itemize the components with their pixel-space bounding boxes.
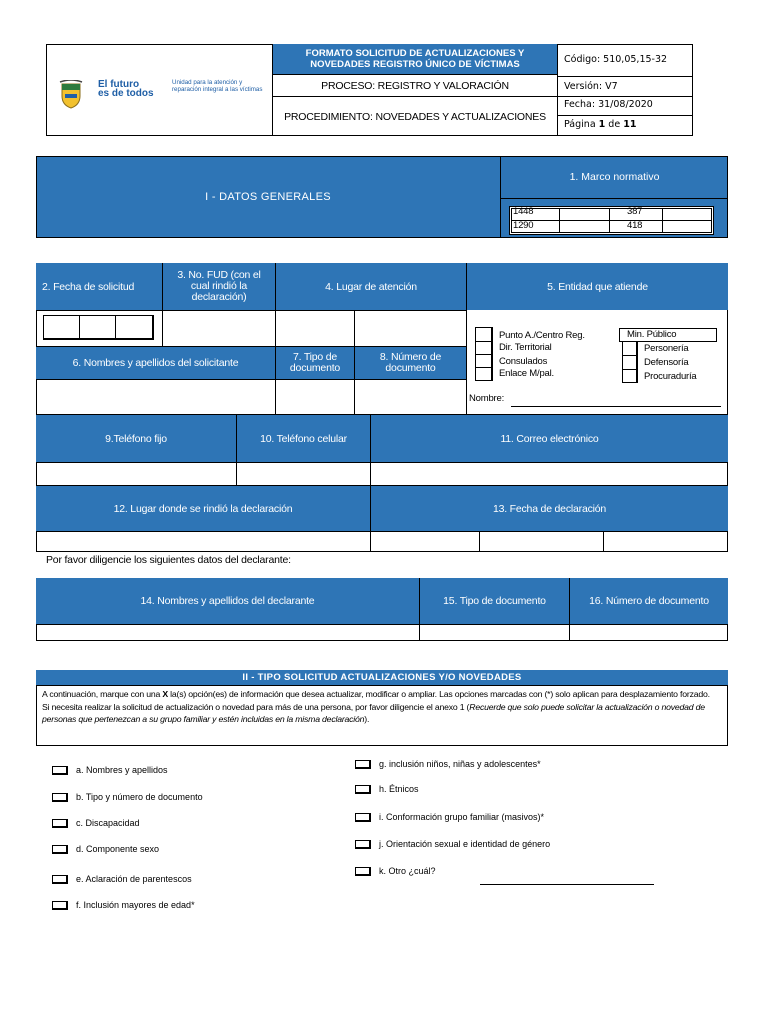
option-c[interactable]: c. Discapacidad xyxy=(52,818,140,828)
telefono-celular-input[interactable] xyxy=(236,463,370,485)
option-d[interactable]: d. Componente sexo xyxy=(52,844,159,854)
section2-instructions xyxy=(42,688,722,726)
telefono-celular-header: 10. Teléfono celular xyxy=(236,415,370,462)
marco-value: 418 xyxy=(627,220,643,231)
num-doc-declarante-header: 16. Número de documento xyxy=(569,578,728,624)
fecha-solicitud-boxes[interactable] xyxy=(43,315,154,340)
option-b[interactable]: b. Tipo y número de documento xyxy=(52,792,203,802)
no-fud-header: 3. No. FUD (con el cual rindió la declaración) xyxy=(162,263,275,310)
pagina-text: Página 1 de 11 xyxy=(564,119,637,130)
nombres-declarante-header: 14. Nombres y apellidos del declarante xyxy=(36,578,419,624)
fecha-declaracion-input-2[interactable] xyxy=(479,532,603,552)
option-g[interactable]: g. inclusión niños, niñas y adolescentes* xyxy=(355,759,541,769)
marco-normativo-grid xyxy=(500,198,728,238)
fecha-text: Fecha: 31/08/2020 xyxy=(564,99,653,110)
nombre-label: Nombre: xyxy=(469,393,505,404)
entidad-atiende-header: 5. Entidad que atiende xyxy=(466,263,728,310)
section2-title: II - TIPO SOLICITUD ACTUALIZACIONES Y/O NOVEDADES xyxy=(36,670,728,686)
tipo-documento-header: 7. Tipo de documento xyxy=(275,346,354,379)
format-title: FORMATO SOLICITUD DE ACTUALIZACIONES Y NOVEDADES REGISTRO ÚNICO DE VÍCTIMAS xyxy=(273,44,557,75)
lugar-atencion-header: 4. Lugar de atención xyxy=(275,263,466,310)
marco-value: 1290 xyxy=(513,220,534,231)
checkbox-icon[interactable] xyxy=(355,760,371,769)
logo-text: El futuro es de todos xyxy=(98,79,154,99)
colombia-coat-of-arms-icon xyxy=(58,80,84,110)
instruction-2: Si necesita realizar la solicitud de actualización o novedad para más de una persona, por favor diligencie el anexo 1 (Recuerde que solo puede solicitar la actualización o novedad de personas que pertenezcan a su grupo familiar y estén incluidas en la misma declaración). xyxy=(42,701,705,724)
nombre-underline[interactable] xyxy=(511,406,721,407)
min-publico-label: Min. Público xyxy=(627,329,677,340)
option-j[interactable]: j. Orientación sexual e identidad de género xyxy=(355,839,550,849)
nombres-solicitante-header: 6. Nombres y apellidos del solicitante xyxy=(36,346,275,379)
otro-cual-line[interactable] xyxy=(480,884,654,885)
logo-subtext: Unidad para la atención y reparación integral a las víctimas xyxy=(172,79,263,93)
datos-generales-title: I - DATOS GENERALES xyxy=(205,191,331,203)
marco-value: 387 xyxy=(627,206,643,217)
defensoria-option[interactable]: Defensoría xyxy=(644,357,689,368)
checkbox-icon[interactable] xyxy=(52,901,68,910)
option-i[interactable]: i. Conformación grupo familiar (masivos)* xyxy=(355,812,544,822)
procuraduria-option[interactable]: Procuraduría xyxy=(644,371,697,382)
fecha-declaracion-header: 13. Fecha de declaración xyxy=(370,486,728,531)
header-right-col xyxy=(557,44,693,136)
nombres-solicitante-input[interactable] xyxy=(36,380,275,414)
procedimiento-text: PROCEDIMIENTO: NOVEDADES Y ACTUALIZACIONES xyxy=(284,110,546,123)
checkbox-icon[interactable] xyxy=(52,766,68,775)
logo-area xyxy=(46,44,273,136)
correo-electronico-header: 11. Correo electrónico xyxy=(370,415,728,462)
checkbox-icon[interactable] xyxy=(355,785,371,794)
checkbox-icon[interactable] xyxy=(52,793,68,802)
telefono-fijo-input[interactable] xyxy=(36,463,236,485)
lugar-declaracion-header: 12. Lugar donde se rindió la declaración xyxy=(36,486,370,531)
punto-atencion-option[interactable]: Punto A./Centro Reg. xyxy=(499,330,585,341)
enlace-mpal-option[interactable]: Enlace M/pal. xyxy=(499,368,554,379)
fecha-declaracion-input-1[interactable] xyxy=(370,532,479,552)
codigo-text: Código: 510,05,15-32 xyxy=(564,54,668,65)
nombres-declarante-input[interactable] xyxy=(36,625,419,641)
dir-territorial-option[interactable]: Dir. Territorial xyxy=(499,342,552,353)
lugar-declaracion-input[interactable] xyxy=(36,532,370,552)
checkbox-icon[interactable] xyxy=(355,813,371,822)
entidad-options xyxy=(466,310,728,414)
telefono-fijo-header: 9.Teléfono fijo xyxy=(36,415,236,462)
option-h[interactable]: h. Étnicos xyxy=(355,784,419,794)
checkbox-icon[interactable] xyxy=(52,875,68,884)
option-e[interactable]: e. Aclaración de parentescos xyxy=(52,874,192,884)
option-a[interactable]: a. Nombres y apellidos xyxy=(52,765,168,775)
marco-normativo-title: 1. Marco normativo xyxy=(500,156,728,198)
fecha-solicitud-header: 2. Fecha de solicitud xyxy=(36,263,162,310)
marco-value: 1448 xyxy=(513,206,534,217)
fecha-declaracion-input-3[interactable] xyxy=(603,532,728,552)
personeria-option[interactable]: Personería xyxy=(644,343,689,354)
proceso-text: PROCESO: REGISTRO Y VALORACIÓN xyxy=(273,75,557,97)
tipo-doc-declarante-input[interactable] xyxy=(419,625,569,641)
correo-electronico-input[interactable] xyxy=(370,463,728,485)
checkbox-icon[interactable] xyxy=(52,845,68,854)
no-fud-input[interactable] xyxy=(162,310,275,346)
checkbox-icon[interactable] xyxy=(355,867,371,876)
option-f[interactable]: f. Inclusión mayores de edad* xyxy=(52,900,195,910)
checkbox-icon[interactable] xyxy=(52,819,68,828)
consulados-option[interactable]: Consulados xyxy=(499,356,548,367)
version-text: Versión: V7 xyxy=(564,81,618,92)
numero-documento-header: 8. Número de documento xyxy=(354,346,466,379)
declarante-note: Por favor diligencie los siguientes datos del declarante: xyxy=(46,554,291,566)
checkbox-icon[interactable] xyxy=(355,840,371,849)
option-k[interactable]: k. Otro ¿cuál? xyxy=(355,866,436,876)
tipo-doc-declarante-header: 15. Tipo de documento xyxy=(419,578,569,624)
instruction-1: A continuación, marque con una X la(s) opción(es) de información que desea actualizar, modificar o ampliar. Las opciones marcadas con (*) solo aplican para desplazamiento forzado. xyxy=(42,689,710,699)
num-doc-declarante-input[interactable] xyxy=(569,625,728,641)
